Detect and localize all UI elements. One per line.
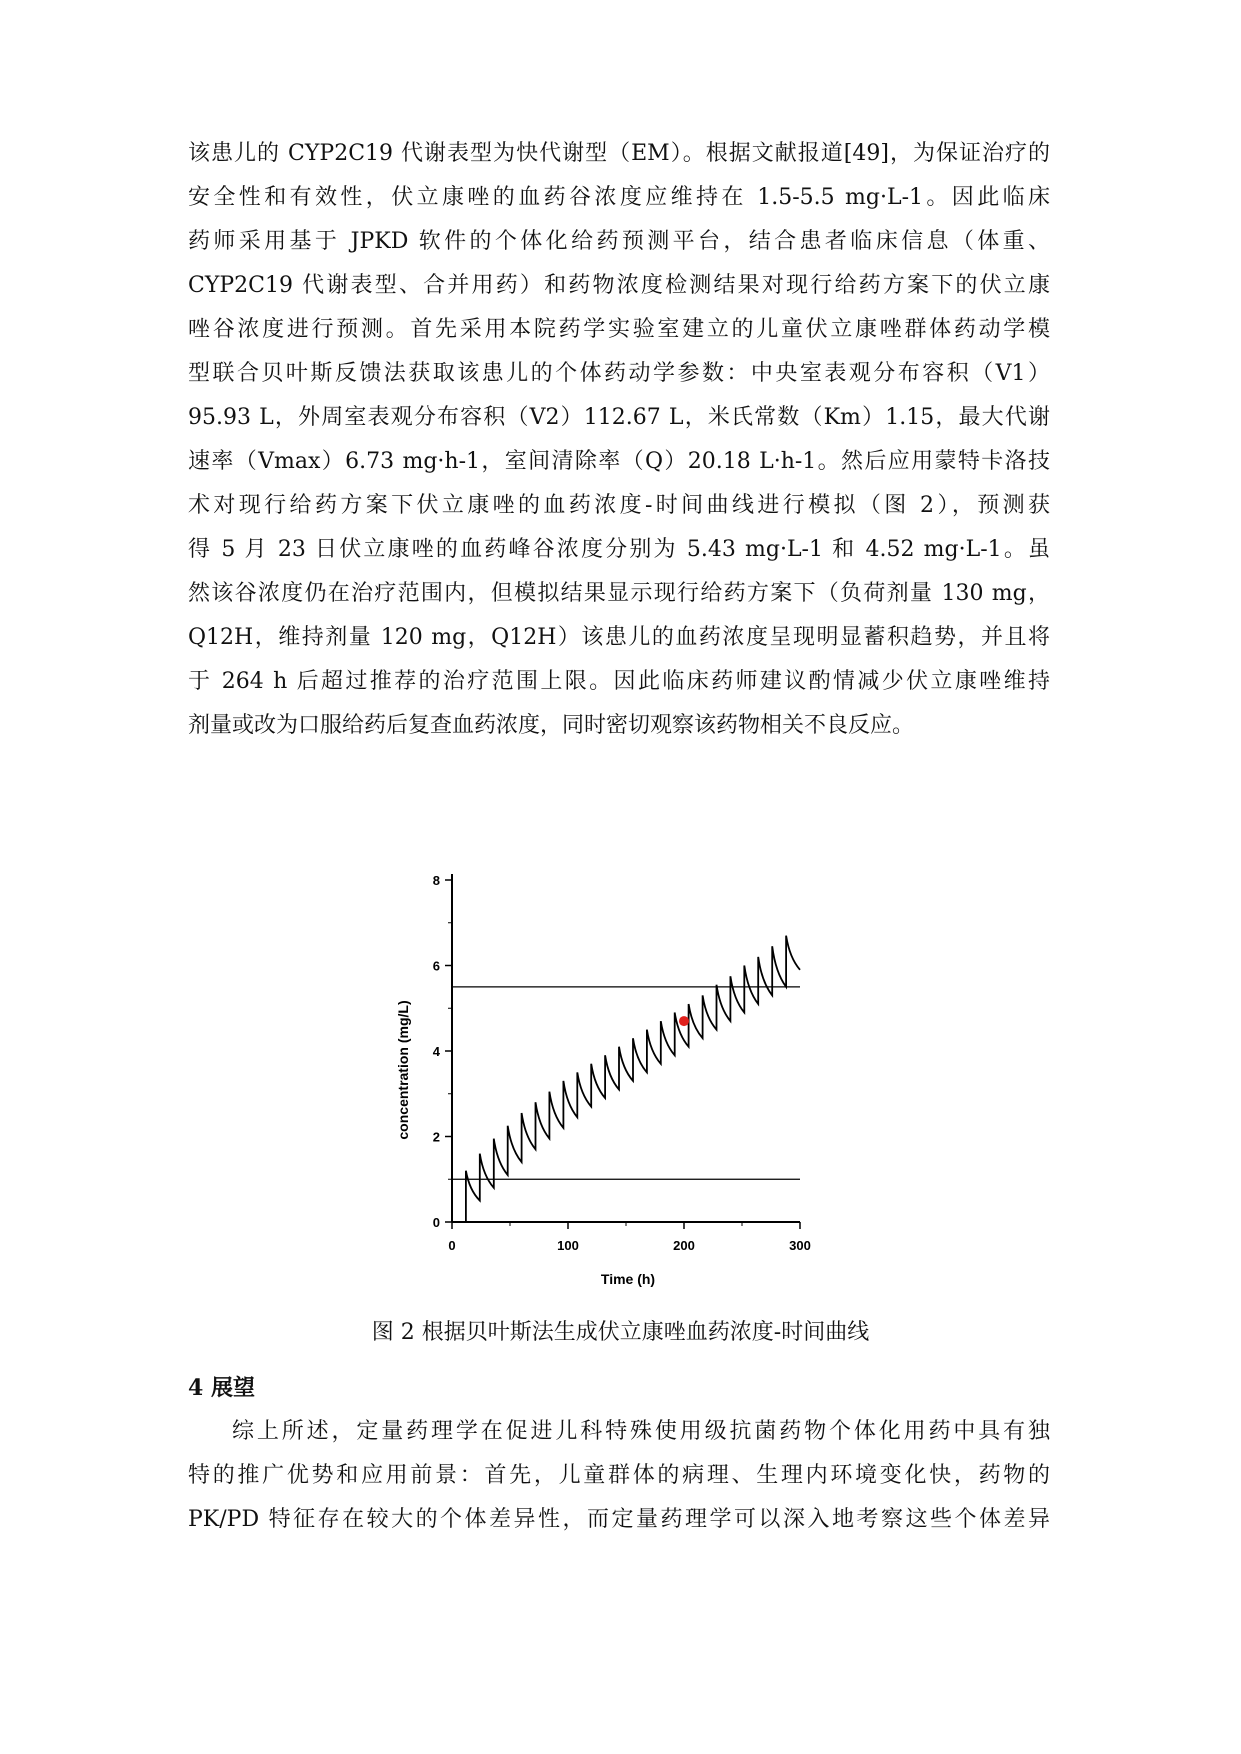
text-line: 综上所述，定量药理学在促进儿科特殊使用级抗菌药物个体化用药中具有独 xyxy=(232,1419,1050,1444)
x-axis-label: Time (h) xyxy=(600,1271,656,1287)
text-line: 然该谷浓度仍在治疗范围内，但模拟结果显示现行给药方案下（负荷剂量 130 mg， xyxy=(188,581,1050,606)
text-line: 得 5 月 23 日伏立康唑的血药峰谷浓度分别为 5.43 mg·L-1 和 4.52 mg·L-1。虽 xyxy=(188,537,1050,562)
section-heading: 4 展望 xyxy=(188,1375,255,1401)
text-line: 于 264 h 后超过推荐的治疗范围上限。因此临床药师建议酌情减少伏立康唑维持 xyxy=(188,669,1050,694)
y-tick-label: 6 xyxy=(432,958,440,974)
x-tick-label: 100 xyxy=(557,1238,579,1253)
text-line: 安全性和有效性，伏立康唑的血药谷浓度应维持在 1.5-5.5 mg·L-1。因此临床 xyxy=(188,185,1050,210)
text-line: 药师采用基于 JPKD 软件的个体化给药预测平台，结合患者临床信息（体重、 xyxy=(188,229,1050,254)
y-tick-label: 8 xyxy=(432,873,440,888)
text-line: 术对现行给药方案下伏立康唑的血药浓度-时间曲线进行模拟（图 2），预测获 xyxy=(188,493,1050,518)
paragraph-2 xyxy=(188,1410,1050,1542)
text-line: 剂量或改为口服给药后复查血药浓度，同时密切观察该药物相关不良反应。 xyxy=(188,713,915,738)
text-line: 型联合贝叶斯反馈法获取该患儿的个体药动学参数：中央室表观分布容积（V1） xyxy=(188,361,1050,386)
text-line: 速率（Vmax）6.73 mg·h-1，室间清除率（Q）20.18 L·h-1。然后应用蒙特卡洛技 xyxy=(188,449,1050,474)
y-axis-label: concentration (mg/L) xyxy=(395,1000,411,1140)
concentration-time-chart xyxy=(390,860,830,1300)
chart-svg xyxy=(390,860,830,1300)
observed-concentration-point xyxy=(679,1016,689,1026)
x-tick-label: 200 xyxy=(673,1238,695,1253)
figure-caption: 图 2 根据贝叶斯法生成伏立康唑血药浓度-时间曲线 xyxy=(371,1320,870,1345)
text-line: CYP2C19 代谢表型、合并用药）和药物浓度检测结果对现行给药方案下的伏立康 xyxy=(188,273,1050,298)
text-line: 特的推广优势和应用前景：首先，儿童群体的病理、生理内环境变化快，药物的 xyxy=(188,1463,1050,1488)
paragraph-1 xyxy=(188,132,1050,748)
y-tick-label: 2 xyxy=(432,1129,440,1145)
y-tick-label: 4 xyxy=(432,1044,440,1059)
x-tick-label: 300 xyxy=(789,1238,811,1253)
text-line: PK/PD 特征存在较大的个体差异性，而定量药理学可以深入地考察这些个体差异 xyxy=(188,1507,1050,1532)
x-tick-label: 0 xyxy=(448,1238,456,1253)
text-line: 唑谷浓度进行预测。首先采用本院药学实验室建立的儿童伏立康唑群体药动学模 xyxy=(188,317,1050,342)
text-line: 95.93 L，外周室表观分布容积（V2）112.67 L，米氏常数（Km）1.15，最大代谢 xyxy=(188,405,1050,430)
y-tick-label: 0 xyxy=(432,1215,440,1230)
text-line: 该患儿的 CYP2C19 代谢表型为快代谢型（EM）。根据文献报道[49]，为保证治疗的 xyxy=(188,141,1050,166)
text-line: Q12H，维持剂量 120 mg，Q12H）该患儿的血药浓度呈现明显蓄积趋势，并且将 xyxy=(188,625,1050,650)
